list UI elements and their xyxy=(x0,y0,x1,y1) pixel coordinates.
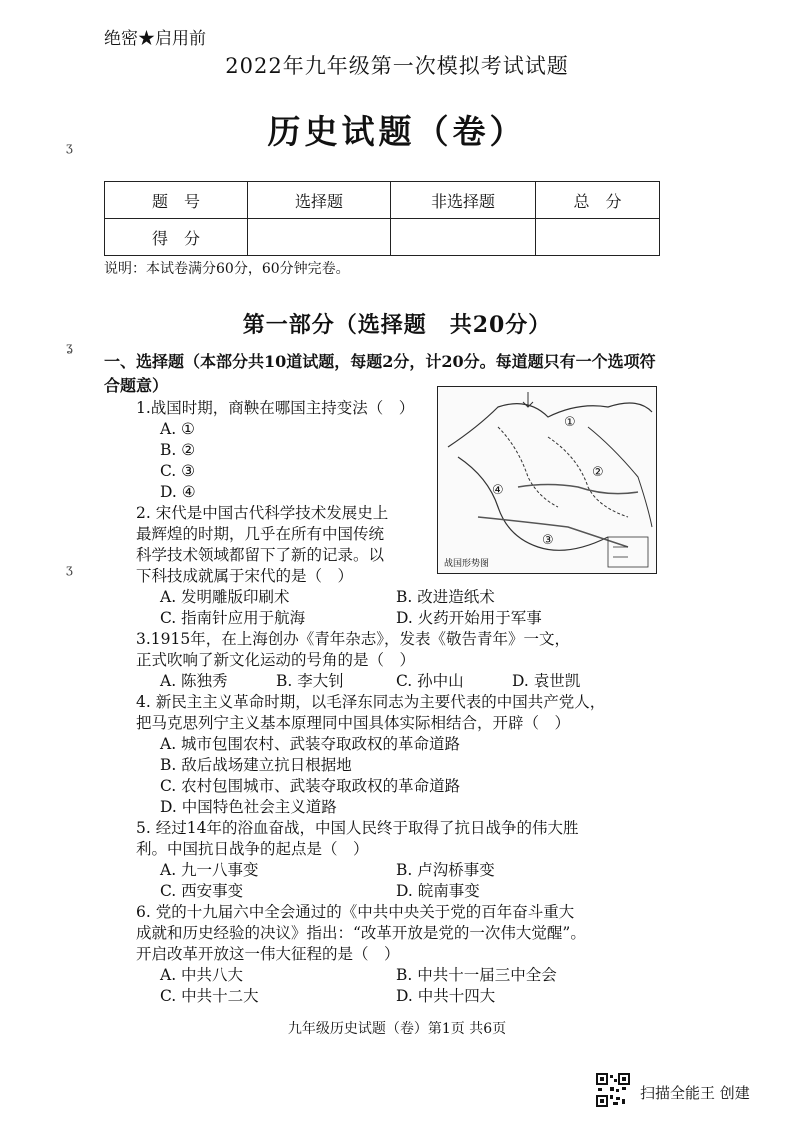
q3-stem: 正式吹响了新文化运动的号角的是（ ） xyxy=(136,651,416,669)
q6-stem: 开启改革开放这一伟大征程的是（ ） xyxy=(136,945,400,963)
part-title: 第一部分（选择题 共20分） xyxy=(242,312,552,338)
q1-option-d: D. ④ xyxy=(160,483,196,501)
map-label: ③ xyxy=(542,533,554,548)
q4-option-a: A. 城市包围农村、武装夺取政权的革命道路 xyxy=(160,735,461,753)
qr-code-icon xyxy=(596,1073,630,1107)
q2-option-d: D. 火药开始用于军事 xyxy=(396,609,542,627)
q4-option-c: C. 农村包围城市、武装夺取政权的革命道路 xyxy=(160,777,461,795)
margin-mark: ʓ xyxy=(66,340,73,354)
q1-option-b: B. ② xyxy=(160,441,196,459)
score-blank-cell xyxy=(391,219,536,256)
q5-stem: 5. 经过14年的浴血奋战，中国人民终于取得了抗日战争的伟大胜 xyxy=(136,819,579,837)
score-cell: 题 号 xyxy=(105,182,248,219)
q3-option-b: B. 李大钊 xyxy=(276,672,344,690)
q2-stem: 2. 宋代是中国古代科学技术发展史上 xyxy=(136,504,389,522)
q2-option-a: A. 发明雕版印刷术 xyxy=(160,588,290,606)
q5-option-c: C. 西安事变 xyxy=(160,882,244,900)
q2-option-b: B. 改进造纸术 xyxy=(396,588,495,606)
map-caption: 战国形势图 xyxy=(444,559,490,569)
score-table-header-row xyxy=(105,182,660,219)
scanner-badge: 扫描全能王 创建 xyxy=(640,1084,750,1102)
q6-stem: 成就和历史经验的决议》指出：“改革开放是党的一次伟大觉醒”。 xyxy=(136,924,586,942)
margin-mark: ʒ xyxy=(66,140,73,154)
score-table-score-row xyxy=(105,219,660,256)
q2-option-c: C. 指南针应用于航海 xyxy=(160,609,306,627)
paper-title: 历史试题（卷） xyxy=(267,112,527,151)
exam-title: 2022年九年级第一次模拟考试试题 xyxy=(225,54,569,78)
q2-stem: 最辉煌的时期，几乎在所有中国传统 xyxy=(136,525,385,543)
secret-mark: 绝密★启用前 xyxy=(104,29,206,49)
map-label: ① xyxy=(564,415,576,430)
q6-stem: 6. 党的十九届六中全会通过的《中共中央关于党的百年奋斗重大 xyxy=(136,903,575,921)
q5-option-a: A. 九一八事变 xyxy=(160,861,259,879)
score-blank-cell xyxy=(536,219,660,256)
q4-stem: 把马克思列宁主义基本原理同中国具体实际相结合，开辟（ ） xyxy=(136,714,571,732)
q6-option-c: C. 中共十二大 xyxy=(160,987,259,1005)
warring-states-map xyxy=(437,386,657,574)
q1-option-a: A. ① xyxy=(160,420,195,438)
margin-mark: ʒ xyxy=(66,562,73,576)
section-heading: 一、选择题（本部分共10道试题，每题2分，计20分。每道题只有一个选项符合题意） xyxy=(104,352,656,395)
q2-stem: 下科技成就属于宋代的是（ ） xyxy=(136,567,354,585)
q1-option-c: C. ③ xyxy=(160,462,196,480)
score-cell: 选择题 xyxy=(248,182,391,219)
score-blank-cell xyxy=(248,219,391,256)
q6-option-d: D. 中共十四大 xyxy=(396,987,496,1005)
q5-stem: 利。中国抗日战争的起点是（ ） xyxy=(136,840,369,858)
exam-note: 说明：本试卷满分60分，60分钟完卷。 xyxy=(104,261,350,277)
q3-stem: 3.1915年，在上海创办《青年杂志》，发表《敬告青年》一文， xyxy=(136,630,570,648)
q4-option-d: D. 中国特色社会主义道路 xyxy=(160,798,337,816)
score-cell: 得 分 xyxy=(105,219,248,256)
q5-option-d: D. 皖南事变 xyxy=(396,882,480,900)
score-table xyxy=(104,181,660,256)
q2-stem: 科学技术领域都留下了新的记录。以 xyxy=(136,546,385,564)
q6-option-a: A. 中共八大 xyxy=(160,966,244,984)
q5-option-b: B. 卢沟桥事变 xyxy=(396,861,495,879)
q3-option-d: D. 袁世凯 xyxy=(512,672,581,690)
q3-option-c: C. 孙中山 xyxy=(396,672,464,690)
q4-option-b: B. 敌后战场建立抗日根据地 xyxy=(160,756,352,774)
q4-stem: 4. 新民主主义革命时期，以毛泽东同志为主要代表的中国共产党人， xyxy=(136,693,606,711)
q3-option-a: A. 陈独秀 xyxy=(160,672,228,690)
map-label: ② xyxy=(592,465,604,480)
q1-stem: 1.战国时期，商鞅在哪国主持变法（ ） xyxy=(136,399,415,417)
score-cell: 非选择题 xyxy=(391,182,536,219)
page-footer: 九年级历史试题（卷）第1页 共6页 xyxy=(287,1021,507,1037)
map-label: ④ xyxy=(492,483,504,498)
q6-option-b: B. 中共十一届三中全会 xyxy=(396,966,557,984)
score-cell: 总 分 xyxy=(536,182,660,219)
